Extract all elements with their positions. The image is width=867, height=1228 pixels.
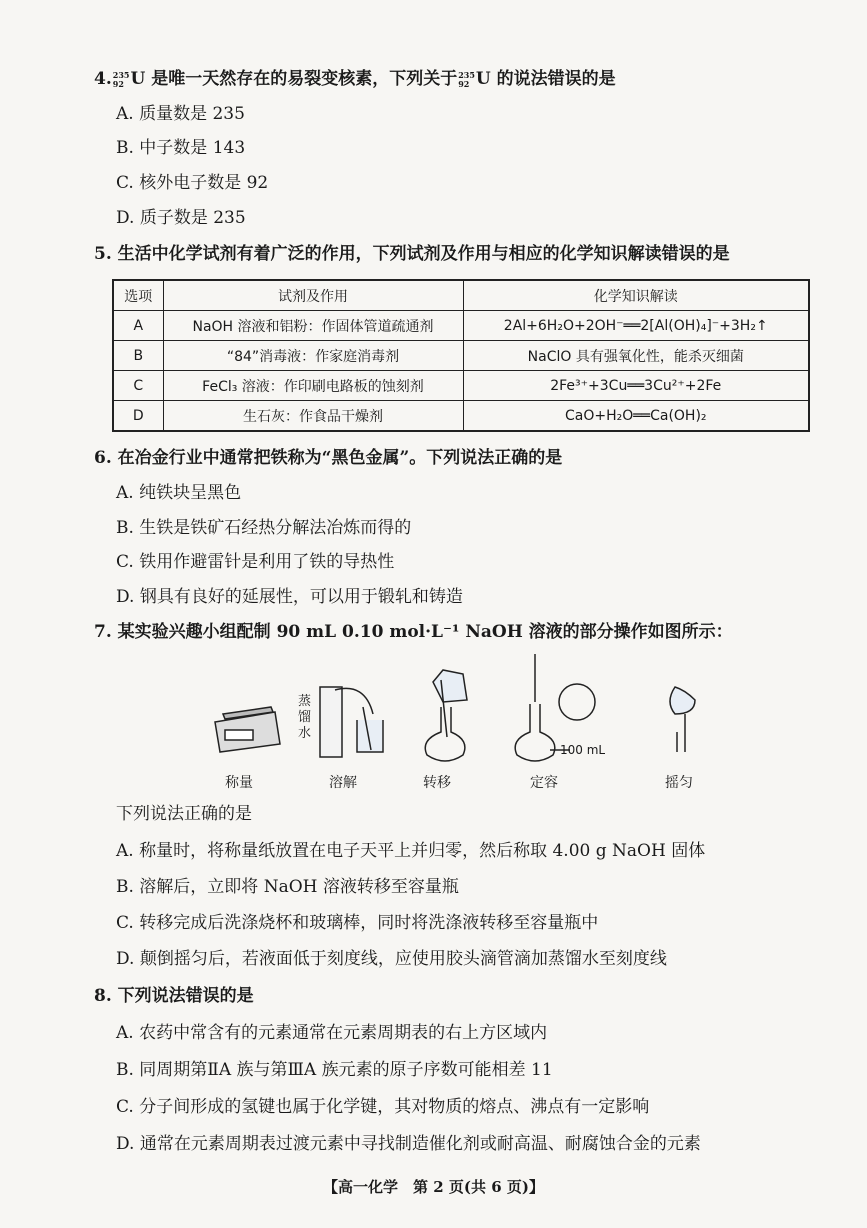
- q6-option-a: A. 纯铁块呈黑色: [116, 483, 242, 503]
- table-cell: FeCl₃ 溶液：作印刷电路板的蚀刻剂: [163, 371, 463, 401]
- q6-option-b: B. 生铁是铁矿石经热分解法冶炼而得的: [116, 518, 412, 538]
- label-constant-volume: 定容: [530, 775, 558, 791]
- q7-option-b: B. 溶解后，立即将 NaOH 溶液转移至容量瓶: [116, 877, 459, 897]
- beaker-and-bottle-icon: [320, 687, 383, 757]
- q4-option-a: A. 质量数是 235: [116, 104, 245, 124]
- table-cell: A: [113, 311, 163, 341]
- q4-option-c: C. 核外电子数是 92: [116, 173, 269, 193]
- q7-figure: [205, 652, 725, 792]
- table-header-cell: 化学知识解读: [463, 280, 809, 311]
- q8-stem: 8. 下列说法错误的是: [94, 986, 254, 1006]
- isotope-mass-number: 235: [112, 69, 130, 80]
- lab-procedure-diagram: [205, 652, 725, 767]
- table-cell: C: [113, 371, 163, 401]
- q6-option-c: C. 铁用作避雷针是利用了铁的导热性: [116, 552, 395, 572]
- q7-option-d: D. 颠倒摇匀后，若液面低于刻度线，应使用胶头滴管滴加蒸馏水至刻度线: [116, 949, 667, 969]
- table-cell: NaClO 具有强氧化性，能杀灭细菌: [463, 341, 809, 371]
- q4-option-d: D. 质子数是 235: [116, 208, 246, 228]
- table-row: [113, 371, 809, 401]
- table-cell: 生石灰：作食品干燥剂: [163, 401, 463, 432]
- table-cell: CaO+H₂O══Ca(OH)₂: [463, 401, 809, 432]
- table-row: [113, 311, 809, 341]
- q7-option-a: A. 称量时，将称量纸放置在电子天平上并归零，然后称取 4.00 g NaOH 固体: [116, 841, 706, 861]
- q7-option-c: C. 转移完成后洗涤烧杯和玻璃棒，同时将洗涤液转移至容量瓶中: [116, 913, 599, 933]
- isotope-atomic-number: 92: [112, 78, 124, 89]
- label-shaking: 摇匀: [665, 775, 693, 791]
- q5-stem: 5. 生活中化学试剂有着广泛的作用，下列试剂及作用与相应的化学知识解读错误的是: [94, 244, 730, 264]
- table-cell: B: [113, 341, 163, 371]
- table-cell: “84”消毒液：作家庭消毒剂: [163, 341, 463, 371]
- table-row: [113, 341, 809, 371]
- q8-option-b: B. 同周期第ⅡA 族与第ⅢA 族元素的原子序数可能相差 11: [116, 1060, 553, 1080]
- q7-prompt: 下列说法正确的是: [116, 804, 252, 824]
- label-distilled-water: 蒸馏水: [298, 694, 312, 741]
- q5-table: [112, 279, 810, 432]
- table-cell: NaOH 溶液和铝粉：作固体管道疏通剂: [163, 311, 463, 341]
- table-row: [113, 401, 809, 432]
- label-dissolving: 溶解: [329, 775, 357, 791]
- table-header-cell: 试剂及作用: [163, 280, 463, 311]
- table-cell: 2Al+6H₂O+2OH⁻══2[Al(OH)₄]⁻+3H₂↑: [463, 311, 809, 341]
- label-weighing: 称量: [225, 775, 253, 791]
- volumetric-flask-transfer-icon: [425, 670, 467, 761]
- q4-stem: 4. 235 92 U 是唯一天然存在的易裂变核素，下列关于 235 92 U 的说法错误的是: [94, 69, 616, 89]
- q8-option-d: D. 通常在元素周期表过渡元素中寻找制造催化剂或耐高温、耐腐蚀合金的元素: [116, 1134, 701, 1154]
- q8-option-a: A. 农药中常含有的元素通常在元素周期表的右上方区域内: [116, 1023, 548, 1043]
- table-header-row: [113, 280, 809, 311]
- table-cell: D: [113, 401, 163, 432]
- q7-stem: 7. 某实验兴趣小组配制 90 mL 0.10 mol·L⁻¹ NaOH 溶液的部分操作如图所示：: [94, 622, 733, 642]
- table-cell: 2Fe³⁺+3Cu══3Cu²⁺+2Fe: [463, 371, 809, 401]
- page-footer: 【高一化学 第 2 页(共 6 页)】: [323, 1178, 544, 1196]
- q8-option-c: C. 分子间形成的氢键也属于化学键，其对物质的熔点、沸点有一定影响: [116, 1097, 650, 1117]
- electronic-balance-icon: [215, 707, 280, 752]
- table-header-cell: 选项: [113, 280, 163, 311]
- label-transferring: 转移: [423, 775, 451, 791]
- q6-option-d: D. 钢具有良好的延展性，可以用于锻轧和铸造: [116, 587, 463, 607]
- q6-stem: 6. 在冶金行业中通常把铁称为“黑色金属”。下列说法正确的是: [94, 448, 563, 468]
- label-flask-volume: 100 mL: [560, 743, 606, 757]
- q4-option-b: B. 中子数是 143: [116, 138, 246, 158]
- hand-shaking-flask-icon: [670, 687, 695, 752]
